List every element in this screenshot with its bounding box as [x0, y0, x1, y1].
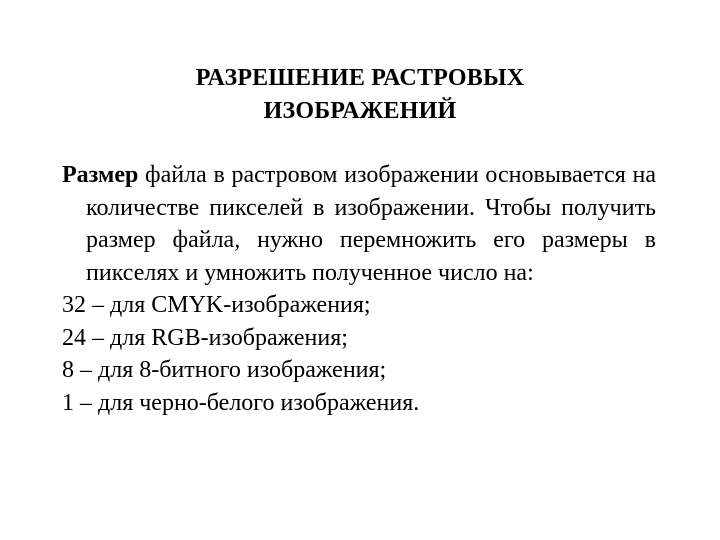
intro-paragraph — [62, 159, 656, 289]
paragraph-lead-word: Размер — [62, 162, 139, 188]
paragraph-text: файла в растровом изображении основывается на количестве пикселей в изображении. Чтобы получить размер файла, нужно перемножить его размеры в пикселях и умножить полученное число на: — [86, 162, 656, 286]
slide-body — [62, 159, 656, 419]
slide-title — [110, 62, 610, 128]
list-item-8bit: 8 – для 8-битного изображения; — [62, 357, 387, 383]
title-line-2: ИЗОБРАЖЕНИЙ — [263, 98, 457, 124]
title-line-1: РАЗРЕШЕНИЕ РАСТРОВЫХ — [195, 65, 525, 91]
list-item-rgb: 24 – для RGB-изображения; — [62, 324, 348, 351]
list-item-cmyk: 32 – для CMYK-изображения; — [62, 292, 371, 318]
list-item-bw: 1 – для черно-белого изображения. — [62, 389, 420, 416]
